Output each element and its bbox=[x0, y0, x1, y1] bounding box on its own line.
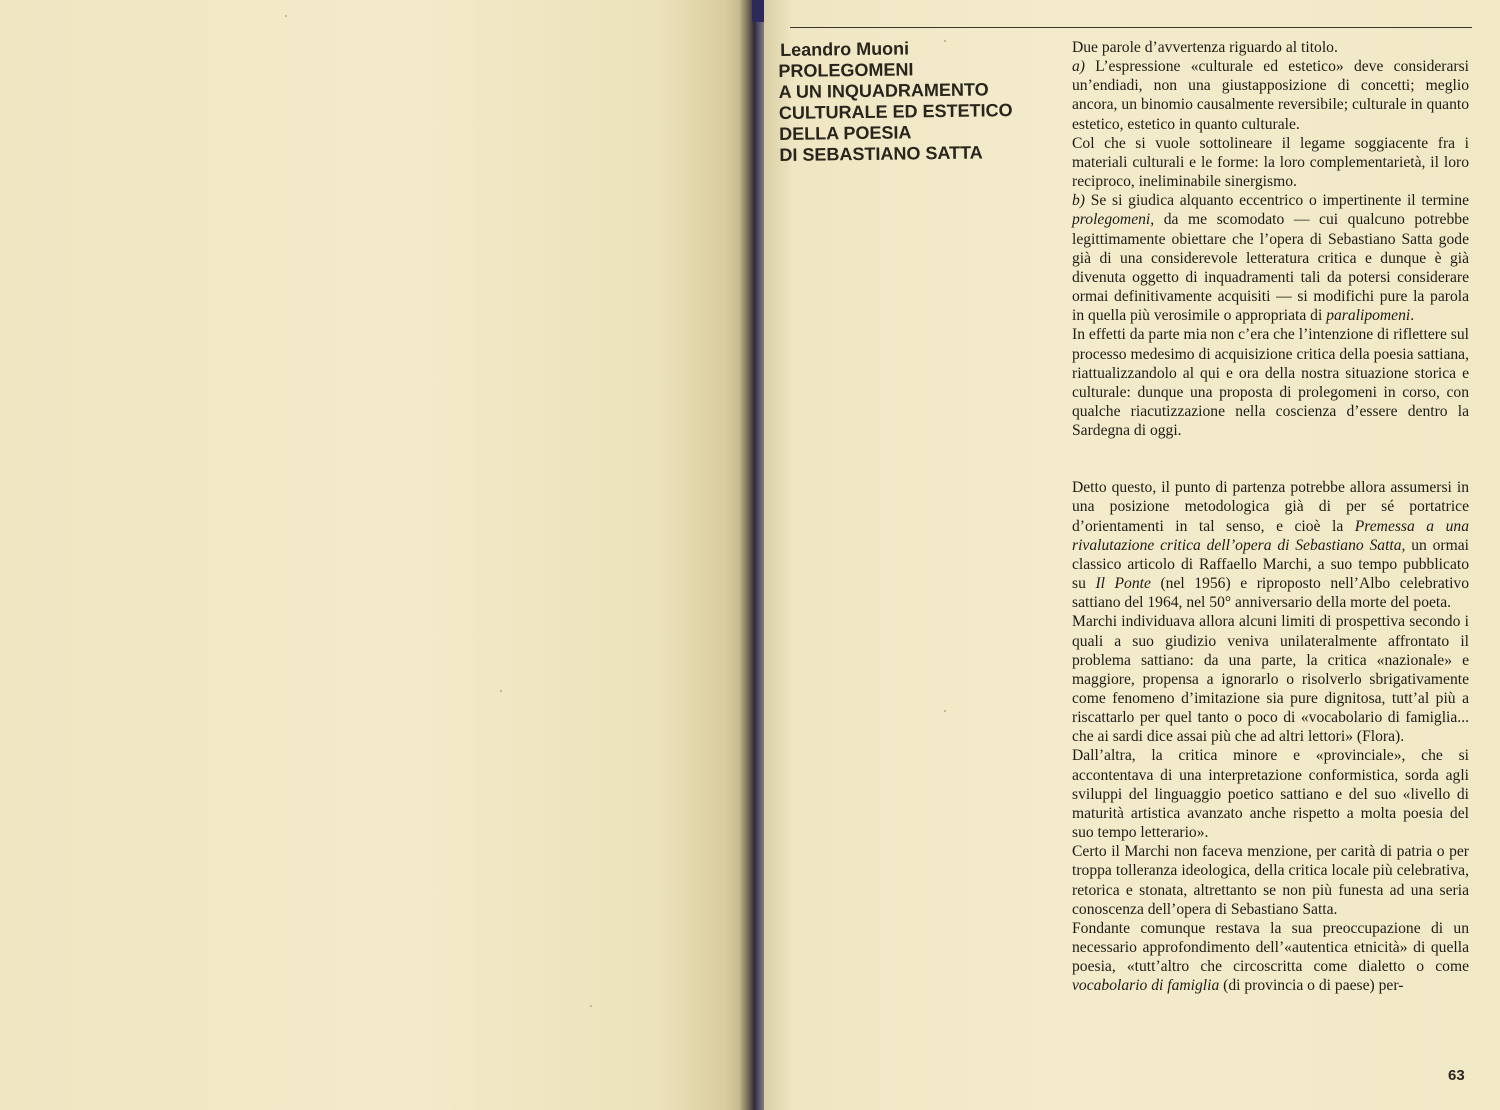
section-gap bbox=[1072, 459, 1469, 478]
paragraph bbox=[1072, 746, 1469, 842]
paragraph bbox=[1072, 325, 1469, 440]
paper-speck bbox=[944, 710, 946, 712]
paragraph-text: (di provincia o di paese) per- bbox=[1219, 977, 1404, 995]
paragraph bbox=[1072, 38, 1469, 57]
left-page-blank bbox=[0, 0, 748, 1110]
paragraph-text: Marchi individuava allora alcuni limiti di prospettiva secondo i quali a suo giudizio veniva unilateralmente affrontato il problema sattiano: da una parte, la critica «nazionale» e maggiore, propensa a ignorarlo o risolverlo sbrigativamente come fenomeno d’imitazione sia pure dignitosa, tutt’al più a riscattarlo per quel tanto o poco di «vocabolario di famiglia... che ai sardi dice assai più che ad altri lettori» (Flora). bbox=[1072, 613, 1469, 746]
paragraph bbox=[1072, 191, 1469, 325]
book-gutter bbox=[740, 0, 766, 1110]
paragraph-text: Col che si vuole sottolineare il legame soggiacente fra i materiali culturali e le forme: la loro complementarietà, il loro reciproco, ineliminabile sinergismo. bbox=[1072, 134, 1469, 191]
paragraph bbox=[1072, 842, 1469, 919]
author-name: Leandro Muoni bbox=[779, 38, 910, 60]
title-line: DI SEBASTIANO SATTA bbox=[779, 142, 983, 165]
paragraph-text: L’espressione «culturale ed estetico» deve considerarsi un’endiadi, non una giustapposizione di concetti; meglio ancora, un binomio causalmente reversibile; culturale in quanto estetico, estetico in quanto culturale. bbox=[1072, 58, 1469, 133]
paper-speck bbox=[285, 15, 287, 17]
italic-term: vocabolario di famiglia bbox=[1072, 977, 1220, 995]
paragraph-text: . bbox=[1410, 307, 1415, 325]
title-line: PROLEGOMENI bbox=[778, 59, 914, 81]
italic-title: Il Ponte bbox=[1095, 575, 1151, 593]
paragraph bbox=[1072, 134, 1469, 191]
page-number: 63 bbox=[1448, 1067, 1465, 1084]
paragraph-text: Se si giudica alquanto eccentrico o impertinente il termine bbox=[1085, 192, 1469, 210]
title-line: A UN INQUADRAMENTO bbox=[778, 79, 989, 102]
italic-term: paralipomeni bbox=[1326, 307, 1411, 325]
paper-speck bbox=[500, 690, 502, 692]
paragraph bbox=[1072, 478, 1469, 612]
paragraph-text: Due parole d’avvertenza riguardo al titolo. bbox=[1072, 39, 1338, 56]
title-line: CULTURALE ED ESTETICO bbox=[778, 100, 1013, 123]
paragraph-text: In effetti da parte mia non c’era che l’intenzione di riflettere sul processo medesimo di acquisizione critica della poesia sattiana, riattualizzandolo al qui e ora della nostra situazione storica e culturale: dunque una proposta di prolegomeni in corso, con qualche riacutizzazione nella coscienza d’essere dentro la Sardegna di oggi. bbox=[1072, 326, 1469, 440]
italic-term: prolegomeni bbox=[1072, 211, 1151, 229]
paragraph-text: Dall’altra, la critica minore e «provinciale», che si accontentava di una interpretazione conformistica, sorda agli sviluppi del linguaggio poetico sattiano e del suo «livello di maturità artistica avanzato anche rispetto a molta poesia del suo tempo letterario». bbox=[1072, 747, 1469, 842]
title-line: DELLA POESIA bbox=[779, 122, 912, 144]
list-marker: a) bbox=[1072, 58, 1085, 76]
paragraph-text: , da me scomodato — cui qualcuno potrebbe legittimamente obiettare che l’opera di Sebastiano Satta gode già di una considerevole letteratura critica e dunque è già divenuta oggetto di inquadramenti tali da potersi considerare ormai definitivamente acquisiti — si modifichi pure la parola in quella più verosimile o appropriata di bbox=[1072, 211, 1469, 325]
list-marker: b) bbox=[1072, 192, 1085, 210]
paragraph bbox=[1072, 612, 1469, 746]
article-body bbox=[1072, 38, 1469, 996]
paragraph-text: Certo il Marchi non faceva menzione, per carità di patria o per troppa tolleranza ideologica, della critica locale più celebrativa, retorica e stonata, altrettanto se non più funesta ad una seria conoscenza dell’opera di Sebastiano Satta. bbox=[1072, 843, 1469, 918]
paragraph-text: Detto questo, il punto di partenza potrebbe allora assumersi in una posizione metodologica già di per sé portatrice d’orientamenti in tal senso, e cioè la bbox=[1072, 479, 1469, 535]
paragraph bbox=[1072, 57, 1469, 134]
paper-speck bbox=[590, 1005, 592, 1007]
paragraph-text: (nel 1956) e riproposto nell’Albo celebrativo sattiano del 1964, nel 50° anniversario della morte del poeta. bbox=[1072, 575, 1469, 612]
paragraph-text: un ormai classico articolo di Raffaello Marchi, a suo tempo pubblicato su bbox=[1072, 536, 1470, 593]
italic-title: Premessa a una rivalutazione critica dell’opera di Sebastiano Satta, bbox=[1072, 517, 1469, 554]
article-heading bbox=[778, 37, 1050, 166]
paragraph-text: Fondante comunque restava la sua preoccupazione di un necessario approfondimento dell’«autentica etnicità» di quella poesia, «tutt’altro che circoscritta come dialetto o come bbox=[1072, 919, 1469, 976]
header-rule bbox=[790, 27, 1472, 28]
paragraph bbox=[1072, 919, 1469, 996]
section-gap bbox=[1072, 440, 1469, 459]
